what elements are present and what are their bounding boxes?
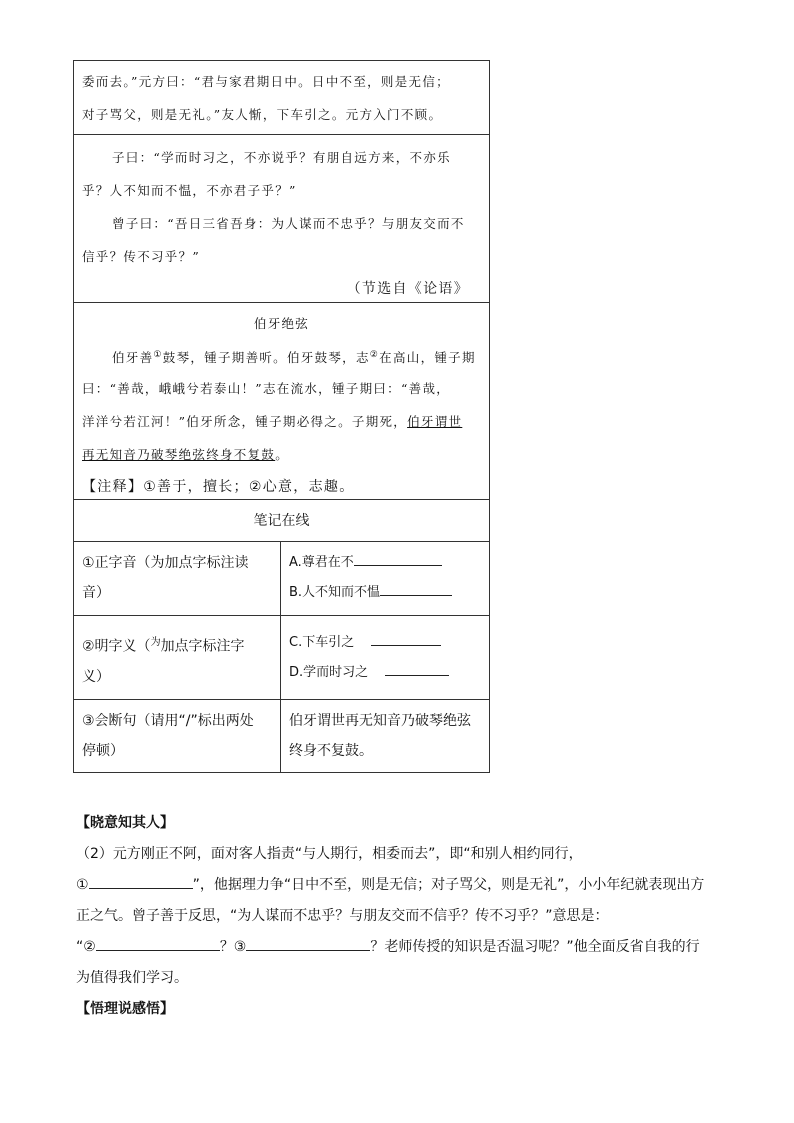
passage-line: 伯牙善①鼓琴，锺子期善听。伯牙鼓琴，志②在高山，锺子期 bbox=[112, 350, 476, 366]
passage-line: 曾子曰：“吾日三省吾身：为人谋而不忠乎？与朋友交而不 bbox=[112, 216, 465, 231]
notes-row bbox=[74, 700, 489, 772]
yuanfang-passage bbox=[74, 61, 489, 135]
passage-line: 子曰：“学而时习之，不亦说乎？有朋自远方来，不亦乐 bbox=[112, 150, 451, 165]
notes-header: 笔记在线 bbox=[74, 500, 489, 542]
question-line: 为值得我们学习。 bbox=[76, 970, 188, 986]
answer-blank[interactable] bbox=[371, 631, 441, 646]
underlined-text: 伯牙谓世 bbox=[407, 414, 463, 429]
passage-line: 乎？人不知而不愠，不亦君子乎？” bbox=[82, 183, 297, 198]
question-line: 正之气。曾子善于反思，“为人谋而不忠乎？与朋友交而不信乎？传不习乎？”意思是： bbox=[76, 908, 609, 924]
question-body bbox=[76, 808, 726, 1025]
passage-line: 信乎？传不习乎？” bbox=[82, 249, 201, 264]
passage-line: 曰：“善哉，峨峨兮若泰山！”志在流水，锺子期曰：“善哉， bbox=[82, 381, 451, 396]
answer-blank[interactable] bbox=[354, 551, 442, 566]
section-heading: 【晓意知其人】 bbox=[76, 815, 174, 831]
underlined-text: 再无知音乃破琴绝弦终身不复鼓 bbox=[82, 447, 276, 462]
passage-line: 洋洋兮若江河！”伯牙所念，锺子期必得之。子期死，伯牙谓世 bbox=[82, 414, 463, 429]
passage-line: 委而去。”元方曰：“君与家君期日中。日中不至，则是无信； bbox=[82, 74, 450, 89]
question-line: “② ？③ ？老师传授的知识是否温习呢？”他全面反省自我的行 bbox=[76, 932, 726, 963]
task-answers: A.尊君在不 B.人不知而不愠 bbox=[281, 542, 489, 615]
passage-title: 伯牙绝弦 bbox=[253, 316, 310, 331]
answer-blank[interactable] bbox=[380, 581, 452, 596]
task-label: ③会断句（请用“/”标出两处 停顿） bbox=[74, 700, 281, 772]
question-line: ① ”，他据理力争“日中不至，则是无信；对子骂父，则是无礼”，小小年纪就表现出方 bbox=[76, 870, 726, 901]
task-label: ②明字义（$^为$加点字标注字 义） bbox=[74, 616, 281, 699]
task-answers: 伯牙谓世再无知音乃破琴绝弦 终身不复鼓。 bbox=[289, 713, 471, 759]
notes-row bbox=[74, 542, 489, 616]
answer-blank[interactable] bbox=[385, 661, 449, 676]
answer-blank[interactable] bbox=[246, 936, 370, 951]
passage-line: 对子骂父，则是无礼。”友人惭，下车引之。元方入门不顾。 bbox=[82, 107, 443, 122]
task-label: ①正字音（为加点字标注读 音） bbox=[74, 542, 281, 615]
passage-line: 再无知音乃破琴绝弦终身不复鼓。 bbox=[82, 447, 290, 462]
answer-blank[interactable] bbox=[89, 874, 193, 889]
note-mark: ② bbox=[369, 350, 380, 360]
lunyu-passage bbox=[74, 135, 489, 303]
task-answers: C.下车引之 D.学而时习之 bbox=[281, 616, 489, 699]
section-heading: 【悟理说感悟】 bbox=[76, 1001, 174, 1017]
text-table bbox=[73, 60, 490, 773]
annotation: 【注释】①善于，擅长；②心意，志趣。 bbox=[82, 479, 355, 495]
question-line: （2）元方刚正不阿，面对客人指责“与人期行，相委而去”，即“和别人相约同行， bbox=[76, 846, 583, 862]
boya-passage bbox=[74, 303, 489, 500]
notes-row bbox=[74, 616, 489, 700]
notes-grid bbox=[74, 542, 489, 772]
source-note: （节选自《论语》 bbox=[346, 281, 469, 297]
note-mark: ① bbox=[153, 350, 163, 360]
answer-blank[interactable] bbox=[96, 936, 220, 951]
